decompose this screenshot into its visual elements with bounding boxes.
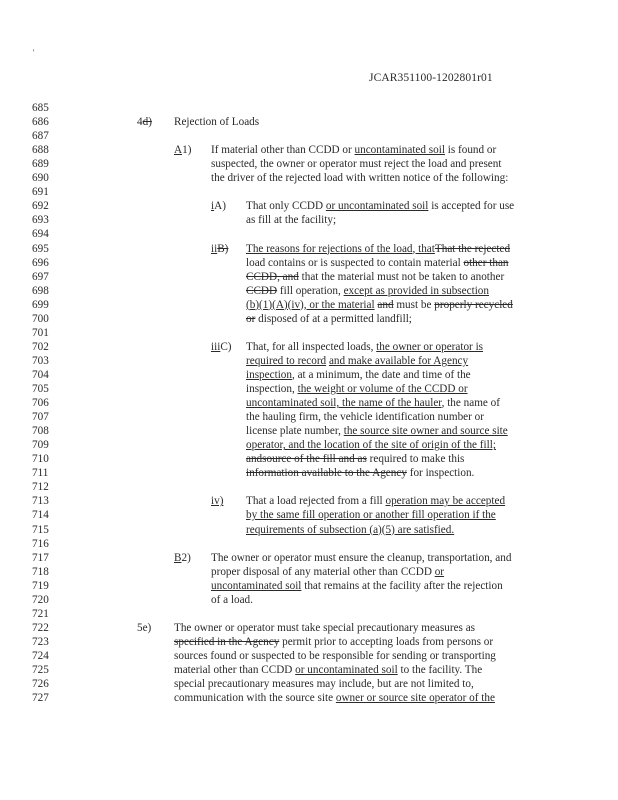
line-text-segment [246,257,509,271]
text-run: fill operation, [277,284,344,297]
line-text-segment [211,172,508,186]
document-line [0,355,618,369]
document-line [0,495,618,509]
underlined-text: The reasons for rejections of the load, that [246,242,435,255]
line-text-segment [246,271,504,285]
document-line [0,636,618,650]
line-text-segment [174,116,259,130]
text-run: is found or [444,144,497,157]
document-line [0,102,618,116]
line-number: 700 [32,312,49,325]
line-number: 715 [32,523,49,536]
document-header-code: JCAR351100-1202801r01 [369,72,493,84]
line-number: 704 [32,368,49,381]
text-run: for inspection. [406,467,475,480]
text-run: of a load. [211,593,253,606]
text-run: communication with the source site [174,692,336,705]
underlined-text: i [211,200,215,213]
line-number: 692 [32,200,49,213]
document-line [0,144,618,158]
text-run: that the material must not be taken to another [298,270,505,283]
line-number: 712 [32,481,49,494]
line-number: 702 [32,340,49,353]
line-number: 706 [32,397,49,410]
document-line [0,425,618,439]
line-number: 695 [32,242,49,255]
text-run: disposed of at a permitted landfill; [255,312,412,325]
underlined-text: required to record [246,354,327,367]
text-run: to the facility. The [397,664,483,676]
underlined-text: B [174,551,182,564]
text-run: A) [214,200,226,213]
underlined-text: or uncontaminated soil [325,200,429,213]
line-number: 708 [32,425,49,438]
line-number: 716 [32,537,49,550]
line-text-segment [246,411,484,425]
document-line [0,608,618,622]
line-number: 699 [32,298,49,311]
line-text-segment [211,200,226,214]
line-number: 710 [32,453,49,466]
line-number: 697 [32,270,49,283]
underlined-text: by the same fill operation or another fill operation if the [246,509,496,522]
line-number: 694 [32,228,49,241]
line-text-segment [246,313,412,327]
line-text-segment [174,636,493,650]
underlined-text: or uncontaminated soil [295,664,398,676]
underlined-text: uncontaminated soil [211,579,302,592]
document-line [0,130,618,144]
line-number: 693 [32,214,49,227]
text-run: The owner or operator must take special precautionary measures as [174,621,476,634]
text-run: license plate number, [246,425,344,438]
line-number: 685 [32,102,49,114]
document-line [0,172,618,186]
document-line [0,453,618,467]
underlined-text: except as provided in subsection [343,284,489,297]
document-line [0,271,618,285]
line-number: 691 [32,186,49,199]
text-run: That only CCDD [246,200,326,213]
line-number: 723 [32,635,49,648]
document-line [0,552,618,566]
line-text-segment [246,285,489,299]
document-line [0,524,618,538]
underlined-text: inspection [246,368,292,381]
line-number: 719 [32,579,49,592]
underlined-text: and make available for Agency [328,354,469,367]
line-number: 701 [32,326,49,339]
text-run: the driver of the rejected load with written notice of the following: [211,172,509,185]
line-number: 687 [32,130,49,143]
text-run: permit prior to accepting loads from persons or [279,635,494,648]
line-number: 696 [32,256,49,269]
line-text-segment [246,355,468,369]
text-run: special precautionary measures may include, but are not limited to, [174,678,474,691]
line-text-segment [246,200,514,214]
document-line [0,313,618,327]
document-line [0,538,618,552]
underlined-text: (b)(1)(A)(iv), or the material [246,298,375,311]
document-line [0,467,618,481]
line-number: 690 [32,172,49,185]
underlined-text: the weight or volume of the CCDD or [297,383,468,395]
document-line [0,214,618,228]
text-run: proper disposal of any material other than CCDD [211,565,435,578]
line-text-segment [137,116,152,130]
document-line [0,200,618,214]
line-number: 703 [32,354,49,367]
line-text-segment [174,650,496,664]
underlined-text: uncontaminated soil, the name of the hauler [246,397,442,410]
document-line [0,397,618,411]
line-text-segment [246,524,454,538]
underlined-text: the owner or operator is [376,340,484,353]
text-run: the hauling firm, the vehicle identification number or [246,411,484,424]
line-text-segment [246,425,508,439]
line-text-segment [211,144,496,158]
line-text-segment [211,495,223,509]
line-text-segment [211,566,444,580]
document-line [0,678,618,692]
text-run: material other than CCDD [174,664,296,676]
document-line [0,622,618,636]
document-line [0,692,618,706]
line-number: 725 [32,664,49,676]
text-run: required to make this [366,453,465,466]
line-text-segment [246,341,483,355]
text-run: inspection, [246,383,298,395]
line-text-segment [174,678,474,692]
text-run: 4 [137,116,143,129]
document-line [0,439,618,453]
struck-text: CCDD [246,284,278,297]
struck-text: information available to the Agency [246,467,407,480]
text-run: , at a minimum, the date and time of the [292,368,471,381]
line-text-segment [246,495,505,509]
line-text-segment [211,341,232,355]
line-text-segment [211,158,501,172]
struck-text: and [377,298,394,311]
line-text-segment [246,243,510,257]
line-text-segment [211,552,511,566]
text-run: Rejection of Loads [174,116,260,129]
line-text-segment [211,594,253,608]
document-line [0,158,618,172]
line-number: 688 [32,144,49,157]
line-text-segment [211,580,503,594]
line-number: 717 [32,551,49,564]
line-number: 689 [32,158,49,171]
line-text-segment [174,692,495,706]
line-number: 718 [32,565,49,578]
document-line [0,594,618,608]
line-number: 720 [32,593,49,606]
line-number: 709 [32,439,49,452]
line-text-segment [246,369,471,383]
text-run: That a load rejected from a fill [246,495,386,508]
struck-text: specified in the Agency [174,635,280,648]
document-line [0,299,618,313]
line-number: 705 [32,383,49,395]
line-text-segment [174,552,191,566]
struck-text: or [246,312,256,325]
text-run: 2) [181,551,191,564]
line-text-segment [246,467,474,481]
struck-text: That the rejected [434,242,511,255]
document-line [0,383,618,397]
text-run: load contains or is suspected to contain material [246,256,464,269]
document-line [0,228,618,242]
text-run: that remains at the facility after the rejection [301,579,503,592]
document-line [0,116,618,130]
underlined-text: operation may be accepted [385,495,506,508]
line-number: 714 [32,509,49,522]
line-number: 724 [32,649,49,662]
line-text-segment [246,509,496,523]
line-number: 721 [32,607,49,620]
underlined-text: operator, and the location of the site of origin of the fill; [246,439,496,452]
text-run: , the name of [441,397,500,410]
underlined-text: requirements of subsection (a)(5) are satisfied. [246,523,455,536]
line-text-segment [246,383,468,397]
line-text-segment [211,243,228,257]
text-run: as fill at the facility; [246,214,337,227]
underlined-text: or [434,565,445,578]
document-line [0,411,618,425]
text-run: sources found or suspected to be responsible for sending or transporting [174,649,496,662]
struck-text: andsource of the fill and as [246,453,367,466]
document-line [0,186,618,200]
document-line [0,369,618,383]
line-number: 698 [32,284,49,297]
document-line [0,509,618,523]
underlined-text: owner or source site operator of the [335,692,495,705]
text-run: suspected, the owner or operator must reject the load and present [211,158,502,171]
document-line [0,580,618,594]
underlined-text: the source site owner and source site [343,425,508,438]
document-line [0,243,618,257]
document-line [0,257,618,271]
line-number: 711 [32,467,49,480]
line-text-segment [174,664,482,678]
line-text-segment [174,622,475,636]
document-line [0,650,618,664]
line-number: 713 [32,495,49,508]
text-run: 1) [182,144,192,157]
page-corner-mark: ' [33,48,35,57]
underlined-text: iv) [211,495,224,508]
line-text-segment [246,453,464,467]
text-run: If material other than CCDD or [211,144,355,157]
document-line [0,285,618,299]
text-run: 5e) [137,621,152,634]
underlined-text: ii [211,242,218,255]
text-run: That, for all inspected loads, [246,340,377,353]
line-text-segment [246,397,500,411]
line-text-segment [246,214,336,228]
struck-text: B) [217,242,229,255]
document-line [0,664,618,678]
document-line [0,566,618,580]
underlined-text: A [174,144,183,157]
line-text-segment [246,299,513,313]
text-run: C) [220,340,232,353]
line-number: 726 [32,678,49,691]
document-line [0,327,618,341]
struck-text: CCDD, and [246,270,299,283]
line-text-segment [174,144,191,158]
line-text-segment [137,622,151,636]
document-line [0,481,618,495]
text-run: The owner or operator must ensure the cleanup, transportation, and [211,551,512,564]
line-number: 727 [32,692,49,705]
document-line [0,341,618,355]
line-text-segment [246,439,496,453]
underlined-text: uncontaminated soil [354,144,445,157]
line-number: 707 [32,411,49,424]
text-run: is accepted for use [428,200,515,213]
text-run: must be [393,298,435,311]
struck-text: properly recycled [434,298,513,311]
struck-text: d) [142,116,152,129]
line-number: 722 [32,621,49,634]
struck-text: other than [463,256,509,269]
line-number: 686 [32,116,49,129]
underlined-text: iii [211,340,221,353]
